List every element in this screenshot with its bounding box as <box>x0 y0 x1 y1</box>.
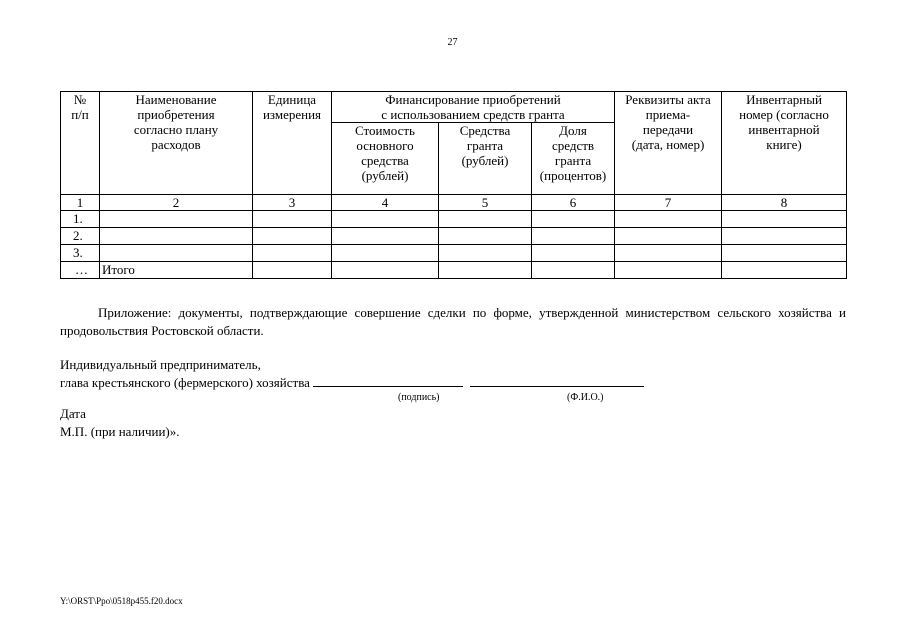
row-cell <box>439 211 532 228</box>
row-cell <box>253 228 332 245</box>
header-inventory <box>722 92 847 195</box>
row-number: 2. <box>61 228 100 245</box>
table-row <box>61 211 847 228</box>
row-number: … <box>61 262 100 279</box>
row-cell <box>615 211 722 228</box>
page-number: 27 <box>447 37 458 48</box>
farm-head-label: глава крестьянского (фермерского) хозяйства <box>60 375 310 390</box>
row-number: 1. <box>61 211 100 228</box>
row-cell <box>615 262 722 279</box>
column-number: 3 <box>253 195 332 211</box>
header-name <box>100 92 253 195</box>
row-cell <box>532 228 615 245</box>
table-row <box>61 245 847 262</box>
header-act-text: Реквизиты акта приема- передачи (дата, номер) <box>625 92 711 152</box>
acquisitions-table <box>60 91 847 279</box>
row-name <box>100 211 253 228</box>
header-num <box>61 92 100 195</box>
signature-blank <box>313 374 463 387</box>
header-financing-text: Финансирование приобретений с использованием средств гранта <box>381 92 565 122</box>
row-cell <box>439 262 532 279</box>
row-cell <box>332 262 439 279</box>
signature-hint: (подпись) <box>398 392 440 403</box>
row-cell <box>532 262 615 279</box>
header-share-text: Доля средств гранта (процентов) <box>539 123 607 183</box>
header-cost <box>332 123 439 195</box>
header-cost-text: Стоимость основного средства (рублей) <box>355 123 415 183</box>
column-number: 6 <box>532 195 615 211</box>
row-cell <box>615 228 722 245</box>
column-number: 4 <box>332 195 439 211</box>
header-row-1 <box>61 92 847 123</box>
full-name-hint: (Ф.И.О.) <box>567 392 604 403</box>
row-cell <box>615 245 722 262</box>
row-cell <box>439 245 532 262</box>
footer-file-path: Y:\ORST\Ppo\0518p455.f20.docx <box>60 596 183 606</box>
row-cell <box>722 262 847 279</box>
attachment-note: Приложение: документы, подтверждающие совершение сделки по форме, утвержденной министерством сельского хозяйства и продовольствия Ростовской области. <box>60 305 846 338</box>
row-cell <box>722 211 847 228</box>
header-name-text: Наименование приобретения согласно плану расходов <box>133 92 219 152</box>
row-cell <box>332 245 439 262</box>
header-grant-text: Средства гранта (рублей) <box>459 123 511 168</box>
row-cell <box>532 211 615 228</box>
row-cell <box>439 228 532 245</box>
row-number: 3. <box>61 245 100 262</box>
signature-line <box>60 374 644 391</box>
header-share <box>532 123 615 195</box>
column-number: 1 <box>61 195 100 211</box>
row-cell <box>253 245 332 262</box>
column-number: 2 <box>100 195 253 211</box>
row-cell <box>722 228 847 245</box>
entrepreneur-label: Индивидуальный предприниматель, <box>60 357 261 372</box>
header-act <box>615 92 722 195</box>
row-cell <box>532 245 615 262</box>
header-unit <box>253 92 332 195</box>
table-row <box>61 228 847 245</box>
row-cell <box>332 211 439 228</box>
column-number-row <box>61 195 847 211</box>
header-unit-text: Единица измерения <box>262 92 322 122</box>
row-name <box>100 228 253 245</box>
row-cell <box>253 211 332 228</box>
row-cell <box>332 228 439 245</box>
date-label: Дата <box>60 406 86 421</box>
column-number: 5 <box>439 195 532 211</box>
column-number: 8 <box>722 195 847 211</box>
total-row <box>61 262 847 279</box>
stamp-label: М.П. (при наличии)». <box>60 424 180 439</box>
header-num-text: № п/п <box>71 92 89 122</box>
full-name-blank <box>470 374 644 387</box>
row-cell <box>253 262 332 279</box>
column-number: 7 <box>615 195 722 211</box>
header-grant <box>439 123 532 195</box>
row-name <box>100 245 253 262</box>
row-name: Итого <box>100 262 253 279</box>
row-cell <box>722 245 847 262</box>
header-inventory-text: Инвентарный номер (согласно инвентарной книге) <box>739 92 829 152</box>
header-financing <box>332 92 615 123</box>
